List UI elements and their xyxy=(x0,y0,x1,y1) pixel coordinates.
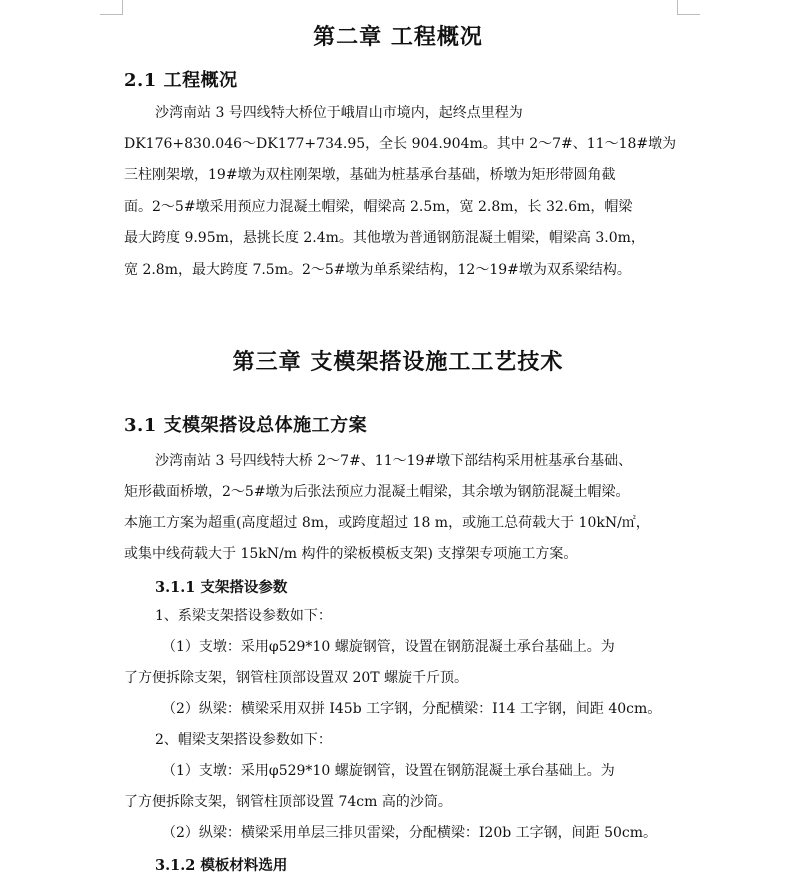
paragraph-line: 面。2～5#墩采用预应力混凝土帽梁，帽梁高 2.5m，宽 2.8m，长 32.6m，帽梁 xyxy=(124,199,633,215)
chapter-2-title: 第二章 工程概况 xyxy=(313,24,483,50)
crop-mark-top-right xyxy=(677,0,700,15)
list-item: 了方便拆除支架，钢管柱顶部设置 74cm 高的沙筒。 xyxy=(124,794,452,810)
paragraph-line: DK176+830.046～DK177+734.95，全长 904.904m。其中 2～7#、11～18#墩为 xyxy=(124,136,677,152)
section-3-1-1-heading: 3.1.1 支架搭设参数 xyxy=(155,579,288,596)
chapter-3-title: 第三章 支模架搭设施工工艺技术 xyxy=(232,349,564,375)
paragraph-line: 宽 2.8m，最大跨度 7.5m。2～5#墩为单系梁结构，12～19#墩为双系梁结构。 xyxy=(124,262,631,278)
section-2-1-heading: 2.1 工程概况 xyxy=(124,70,238,91)
list-item: （1）支墩：采用φ529*10 螺旋钢管，设置在钢筋混凝土承台基础上。为 xyxy=(162,763,615,779)
list-item: （2）纵梁：横梁采用双拼 I45b 工字钢，分配横梁：I14 工字钢，间距 40cm。 xyxy=(162,701,662,717)
list-item: 1、系梁支架搭设参数如下： xyxy=(155,608,332,624)
paragraph-line: 三柱刚架墩，19#墩为双柱刚架墩，基础为桩基承台基础，桥墩为矩形带圆角截 xyxy=(124,167,616,183)
paragraph-line: 沙湾南站 3 号四线特大桥 2～7#、11～19#墩下部结构采用桩基承台基础、 xyxy=(155,453,633,469)
list-item: （2）纵梁：横梁采用单层三排贝雷梁，分配横梁：I20b 工字钢，间距 50cm。 xyxy=(162,825,658,841)
list-item: 了方便拆除支架，钢管柱顶部设置双 20T 螺旋千斤顶。 xyxy=(124,670,469,686)
section-3-1-2-heading: 3.1.2 模板材料选用 xyxy=(155,857,288,874)
paragraph-line: 矩形截面桥墩，2～5#墩为后张法预应力混凝土帽梁，其余墩为钢筋混凝土帽梁。 xyxy=(124,484,630,500)
paragraph-line: 本施工方案为超重(高度超过 8m，或跨度超过 18 m，或施工总荷载大于 10kN/㎡， xyxy=(124,515,650,531)
paragraph-line: 或集中线荷载大于 15kN/m 构件的梁板模板支架) 支撑架专项施工方案。 xyxy=(124,546,578,562)
list-item: （1）支墩：采用φ529*10 螺旋钢管，设置在钢筋混凝土承台基础上。为 xyxy=(162,639,615,655)
crop-mark-top-left xyxy=(100,0,123,15)
paragraph-line: 沙湾南站 3 号四线特大桥位于峨眉山市境内，起终点里程为 xyxy=(155,105,523,121)
section-3-1-heading: 3.1 支模架搭设总体施工方案 xyxy=(124,415,368,436)
list-item: 2、帽梁支架搭设参数如下： xyxy=(155,732,332,748)
paragraph-line: 最大跨度 9.95m，悬挑长度 2.4m。其他墩为普通钢筋混凝土帽梁，帽梁高 3.0m， xyxy=(124,230,645,246)
